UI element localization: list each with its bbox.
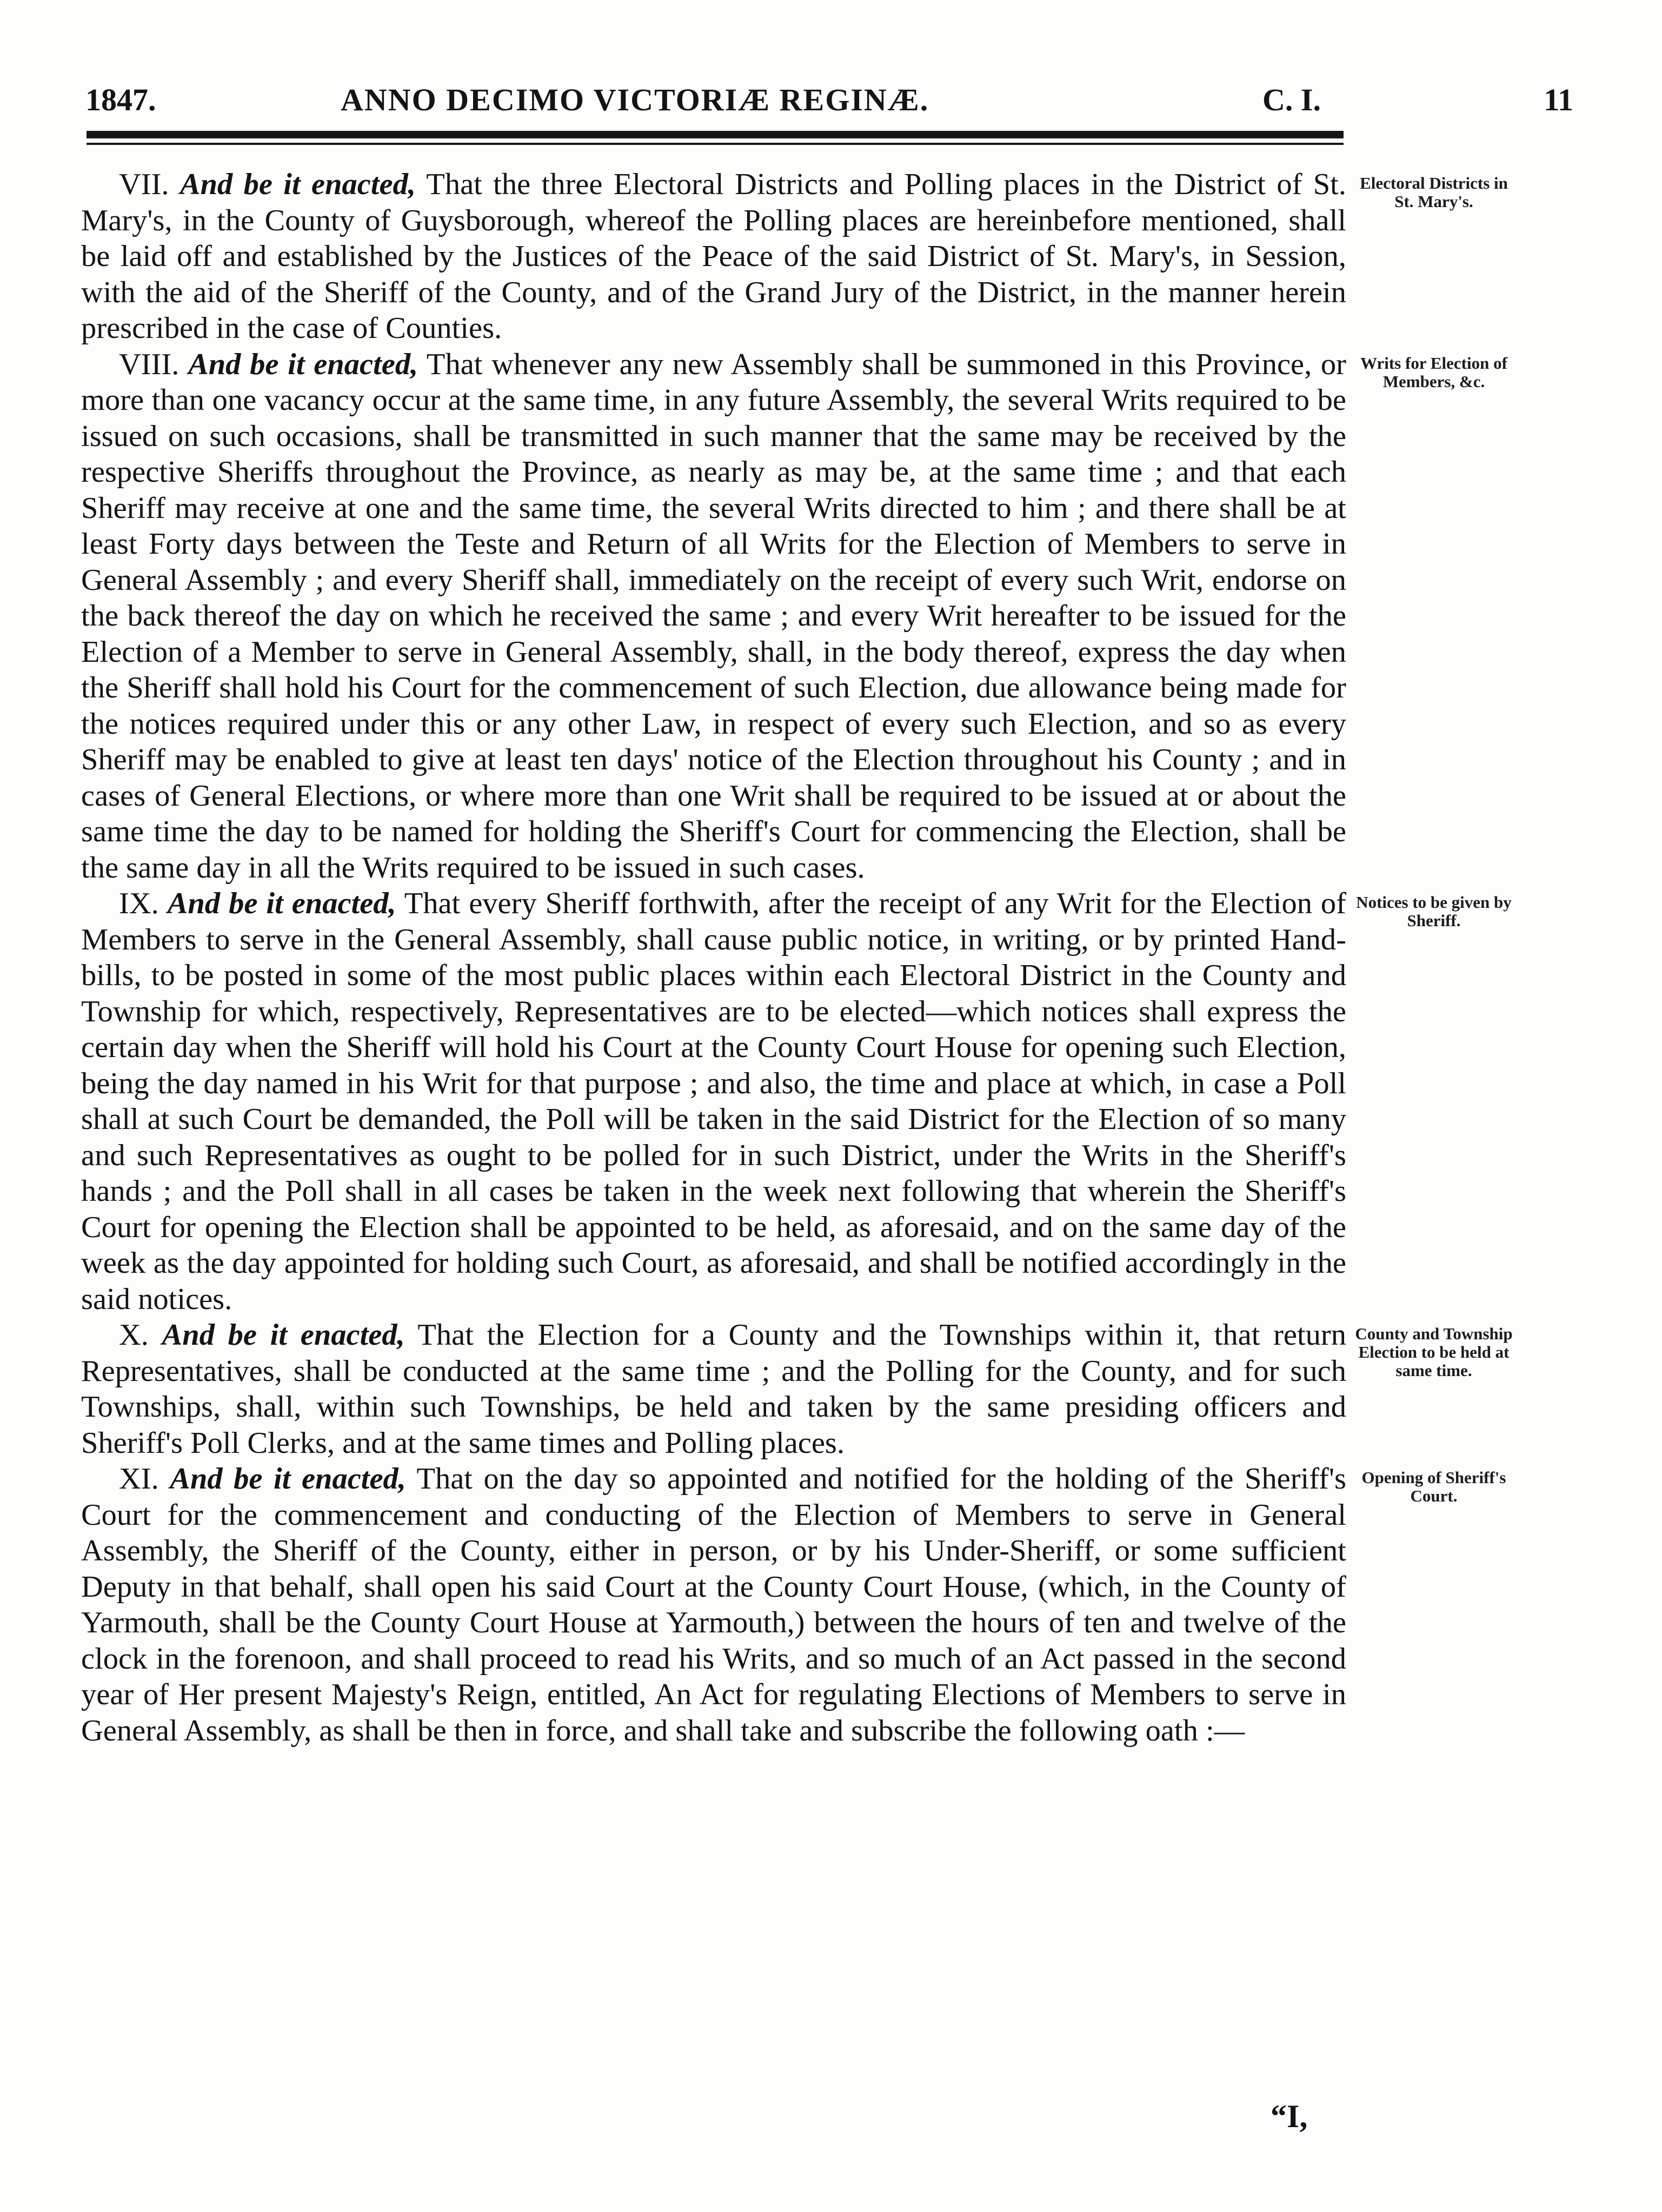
margin-note-electoral-districts: Electoral Districts in St. Mary's. — [1360, 174, 1508, 211]
enacting-words: And be it enacted, — [162, 1318, 405, 1352]
statute-body — [81, 167, 1513, 1749]
page-number: 11 — [1544, 82, 1573, 117]
header-chapter: C. I. — [1262, 82, 1321, 117]
section-number: XI. — [119, 1462, 159, 1496]
enacting-words: And be it enacted, — [167, 887, 396, 920]
margin-note-county-township: County and Township Election to be held at same time. — [1355, 1324, 1513, 1380]
section-number: IX. — [119, 887, 159, 920]
header-year: 1847. — [85, 82, 156, 117]
enacting-words: And be it enacted, — [170, 1462, 406, 1496]
running-header — [81, 76, 1573, 124]
section-text: That the three Electoral Districts and Polling places in the District of St. Mary's, in the County of Guysborough, whereof the Polling places are hereinbefore mentioned, shall be laid off and established by the Justices of the Peace of the said District of St. Mary's, in Session, with the aid of the Sheriff of the County, and of the Grand Jury of the District, in the manner herein prescribed in the case of Counties. — [81, 168, 1346, 345]
section-vii — [81, 167, 1508, 347]
header-rule-thin — [87, 143, 1344, 145]
margin-note-writs: Writs for Election of Members, &c. — [1360, 353, 1507, 391]
section-xi — [81, 1461, 1506, 1749]
section-ix — [81, 886, 1512, 1317]
header-title: ANNO DECIMO VICTORIÆ REGINÆ. — [341, 82, 929, 117]
section-text: That whenever any new Assembly shall be summoned in this Province, or more than one vacancy occur at the same time, in any future Assembly, the several Writs required to be issued on such occasions, shall be transmitted in such manner that the same may be received by the respective Sheriffs throughout the Province, as nearly as may be, at the same time ; and that each Sheriff may receive at one and the same time, the several Writs directed to him ; and there shall be at least Forty days between the Teste and Return of all Writs for the Election of Members to serve in General Assembly ; and every Sheriff shall, immediately on the receipt of every such Writ, endorse on the back thereof the day on which he received the same ; and every Writ hereafter to be issued for the Election of a Member to serve in General Assembly, shall, in the body thereof, express the day when the Sheriff shall hold his Court for the commencement of such Election, due allowance being made for the notices required under this or any other Law, in respect of every such Election, and so as every Sheriff may be enabled to give at least ten days' notice of the Election throughout his County ; and in cases of General Elections, or where more than one Writ shall be required to be issued at or about the same time the day to be named for holding the Sheriff's Court for commencing the Election, shall be the same day in all the Writs required to be issued in such cases. — [81, 347, 1346, 885]
section-text: That on the day so appointed and notified for the holding of the Sheriff's Court for the commencement and conducting of the Election of Members to serve in General Assembly, the Sheriff of the County, either in person, or by his Under-Sheriff, or some sufficient Deputy in that behalf, shall open his said Court at the County Court House, (which, in the County of Yarmouth, shall be the County Court House at Yarmouth,) between the hours of ten and twelve of the clock in the forenoon, and shall proceed to read his Writs, and so much of an Act passed in the second year of Her present Majesty's Reign, entitled, An Act for regulating Elections of Members to serve in General Assembly, as shall be then in force, and shall take and subscribe the following oath :— — [81, 1462, 1346, 1748]
section-number: X. — [119, 1318, 149, 1352]
enacting-words: And be it enacted, — [180, 168, 416, 201]
margin-note-opening-court: Opening of Sheriff's Court. — [1361, 1468, 1506, 1505]
enacting-words: And be it enacted, — [188, 347, 418, 381]
section-text: That the Election for a County and the Townships within it, that return Representatives, shall be conducted at the same time ; and the Polling for the County, and for such Townships, shall, within such Townships, be held and taken by the same presiding officers and Sheriff's Poll Clerks, and at the same times and Polling places. — [81, 1318, 1346, 1460]
section-viii — [81, 347, 1507, 886]
header-rule-thick — [87, 131, 1344, 138]
section-x — [81, 1317, 1513, 1461]
margin-note-notices: Notices to be given by Sheriff. — [1356, 893, 1512, 930]
section-text: That every Sheriff forthwith, after the receipt of any Writ for the Election of Members to serve in the General Assembly, shall cause public notice, in writing, or by printed Hand-bills, to be posted in some of the most public places within each Electoral District in the County and Township for which, respectively, Representatives are to be elected—which notices shall express the certain day when the Sheriff will hold his Court at the County Court House for opening such Election, being the day named in his Writ for that purpose ; and also, the time and place at which, in case a Poll shall at such Court be demanded, the Poll will be taken in the said District for the Election of so many and such Representatives as ought to be polled for in such District, under the Writs in the Sheriff's hands ; and the Poll shall in all cases be taken in the week next following that wherein the Sheriff's Court for opening the Election shall be appointed to be held, as aforesaid, and on the same day of the week as the day appointed for holding such Court, as aforesaid, and shall be notified accordingly in the said notices. — [81, 887, 1347, 1316]
section-number: VIII. — [119, 347, 180, 381]
catchword: “I, — [1271, 2098, 1308, 2134]
section-number: VII. — [119, 168, 169, 201]
